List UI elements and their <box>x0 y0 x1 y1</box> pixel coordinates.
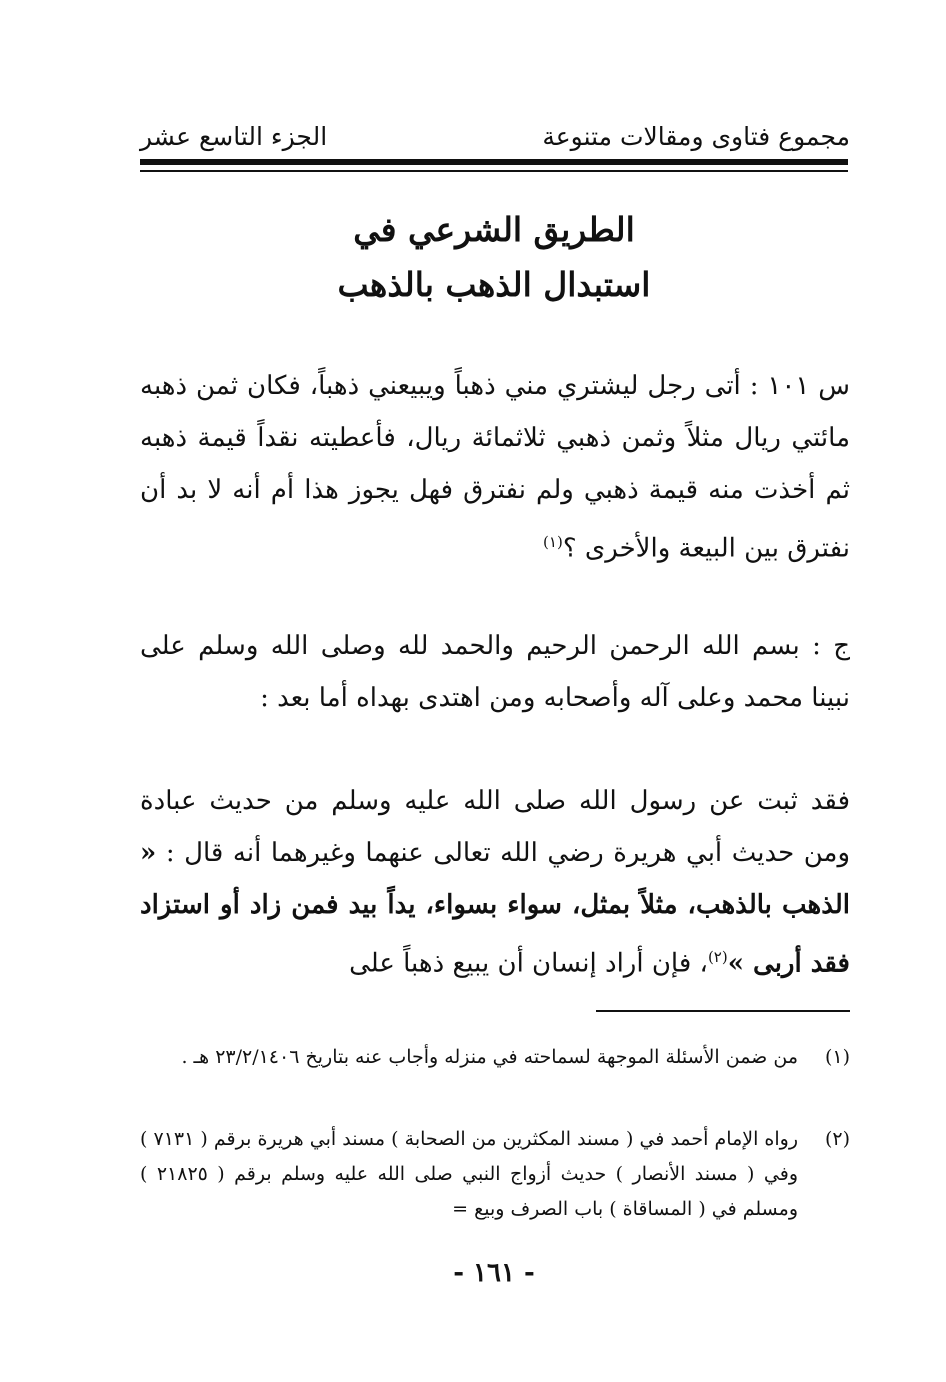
footnote-separator <box>596 1010 850 1012</box>
paragraph-continuation: ، فإن أراد إنسان أن يبيع ذهباً على <box>349 948 708 979</box>
footnote-text: رواه الإمام أحمد في ( مسند المكثرين من الصحابة ) مسند أبي هريرة برقم ( ٧١٣١ ) وفي ( مسند الأنصار ) حديث أزواج النبي صلى الله عليه وسلم برقم ( ٢١٨٢٥ ) ومسلم في ( المساقاة ) باب الصرف وبيع = <box>140 1128 799 1220</box>
footnote-text: من ضمن الأسئلة الموجهة لسماحته في منزله وأجاب عنه بتاريخ ٢٣/٢/١٤٠٦ هـ . <box>181 1046 798 1068</box>
article-title-line1: الطريق الشرعي في <box>353 210 635 249</box>
footnote-number: (١) <box>824 1046 850 1068</box>
footnote-number: (٢) <box>824 1128 850 1150</box>
page-number: - ١٦١ - <box>453 1258 535 1288</box>
question-paragraph <box>140 360 850 575</box>
header-rule-thin <box>140 170 848 172</box>
article-title-line2: استبدال الذهب بالذهب <box>337 265 651 304</box>
header-rule-thick <box>140 159 848 165</box>
paragraph-intro: فقد ثبت عن رسول الله صلى الله عليه وسلم من حديث عبادة ومن حديث أبي هريرة رضي الله تعالى عنهما وغيرهما أنه قال : <box>140 786 851 868</box>
footnote-ref-1: (١) <box>543 533 563 551</box>
hadith-quote: « الذهب بالذهب، مثلاً بمثل، سواء بسواء، يداً بيد فمن زاد أو استزاد فقد أربى » <box>140 838 850 979</box>
body-paragraph <box>140 775 850 990</box>
footnote-ref-2: (٢) <box>707 948 728 966</box>
answer-text: ج : بسم الله الرحمن الرحيم والحمد لله وصلى الله وسلم على نبينا محمد وعلى آله وأصحابه ومن اهتدى بهداه أما بعد : <box>140 631 850 713</box>
running-header <box>140 118 850 158</box>
question-text: س ١٠١ : أتى رجل ليشتري مني ذهباً ويبيعني ذهباً، فكان ثمن ذهبه مائتي ريال مثلاً وثمن ذهبي ثلاثمائة ريال، فأعطيته نقداً قيمة ذهبه ثم أخذت منه قيمة ذهبي ولم نفترق فهل يجوز هذا أم أنه لا بد أن نفترق بين البيعة والأخرى ؟ <box>140 371 850 564</box>
answer-paragraph <box>140 620 850 724</box>
book-title: مجموع فتاوى ومقالات متنوعة <box>542 122 850 151</box>
volume-label: الجزء التاسع عشر <box>140 122 328 151</box>
footnote-2 <box>140 1122 850 1227</box>
footnote-1 <box>140 1040 850 1075</box>
